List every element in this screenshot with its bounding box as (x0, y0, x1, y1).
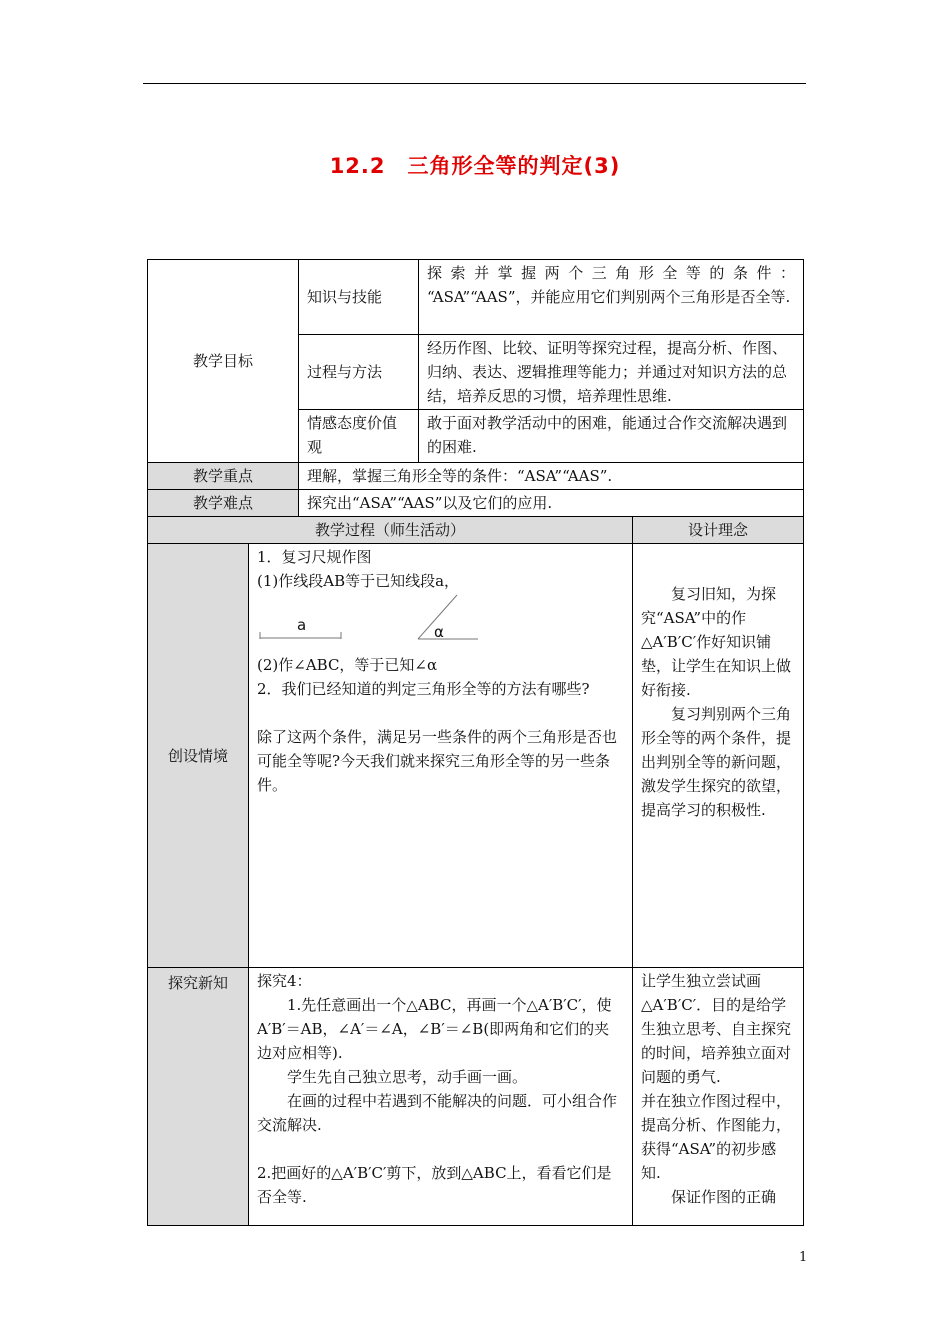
page-number: 1 (799, 1250, 808, 1265)
construction-svg (257, 593, 487, 653)
page-title: 12.2 三角形全等的判定(3) (329, 154, 621, 178)
goal-text-knowledge (419, 260, 804, 335)
explore-rationale-3: 保证作图的正确 (671, 1188, 777, 1206)
situation-rationale (633, 544, 804, 968)
goal-text-attitude: 敢于面对教学活动中的困难，能通过合作交流解决遇到的困难. (419, 410, 804, 463)
goal-name-attitude: 情感态度价值观 (299, 410, 419, 463)
lesson-plan-table (147, 259, 804, 1226)
situation-step1: (1)作线段AB等于已知线段a， (257, 572, 460, 590)
angle-alpha (418, 595, 478, 639)
situation-rationale-1: 复习旧知，为探究“ASA”中的作△A′B′C′作好知识铺垫，让学生在知识上做好衔接. (641, 585, 792, 699)
situation-item2: 2．我们已经知道的判定三角形全等的方法有哪些? (257, 680, 590, 698)
rationale-header: 设计理念 (633, 517, 804, 544)
goal-name-knowledge: 知识与技能 (299, 260, 419, 335)
situation-label: 创设情境 (148, 544, 249, 968)
explore-rationale-2: 并在独立作图过程中，提高分析、作图能力，获得“ASA”的初步感知. (641, 1092, 792, 1182)
segment-a-label: a (297, 616, 307, 634)
situation-item1: 1．复习尺规作图 (257, 548, 372, 566)
construction-figure (257, 593, 624, 653)
explore-rationale (633, 968, 804, 1226)
process-header: 教学过程（师生活动） (148, 517, 633, 544)
key-point-label: 教学重点 (148, 463, 299, 490)
explore-label: 探究新知 (148, 968, 249, 1226)
situation-content (249, 544, 633, 968)
header-rule (143, 83, 806, 84)
explore-paragraph-2: 学生先自己独立思考，动手画一画。 (287, 1068, 528, 1086)
explore-rationale-1: 让学生独立尝试画△A′B′C′．目的是给学生独立思考、自主探究的时间，培养独立面对问题的勇气. (641, 972, 792, 1086)
difficulty-label: 教学难点 (148, 490, 299, 517)
difficulty-text: 探究出“ASA”“AAS”以及它们的应用. (299, 490, 804, 517)
explore-paragraph-3: 在画的过程中若遇到不能解决的问题．可小组合作交流解决. (257, 1092, 618, 1134)
situation-step2: (2)作∠ABC，等于已知∠α (257, 656, 438, 674)
goals-label: 教学目标 (148, 260, 299, 463)
situation-paragraph: 除了这两个条件，满足另一些条件的两个三角形是否也可能全等呢?今天我们就来探究三角形全等的另一些条件。 (257, 728, 618, 794)
goal-text-method: 经历作图、比较、证明等探究过程，提高分析、作图、归纳、表达、逻辑推理等能力；并通过对知识方法的总结，培养反思的习惯，培养理性思维. (419, 335, 804, 410)
angle-alpha-label: α (434, 623, 444, 641)
key-point-text: 理解，掌握三角形全等的条件：“ASA”“AAS”. (299, 463, 804, 490)
goal-name-method: 过程与方法 (299, 335, 419, 410)
explore-heading: 探究4： (257, 972, 312, 990)
situation-rationale-2: 复习判别两个三角形全等的两个条件，提出判别全等的新问题，激发学生探究的欲望，提高学习的积极性. (641, 705, 792, 819)
explore-paragraph-4: 2.把画好的△A′B′C′剪下，放到△ABC上，看看它们是否全等. (257, 1164, 612, 1206)
explore-paragraph-1: 1.先任意画出一个△ABC，再画一个△A′B′C′，使A′B′＝AB，∠A′＝∠A，∠B′＝∠B(即两角和它们的夹边对应相等). (257, 996, 612, 1062)
explore-content (249, 968, 633, 1226)
goal-text-knowledge-line2: “ASA”“AAS”，并能应用它们判别两个三角形是否全等. (427, 288, 791, 306)
goal-text-knowledge-line1: 探索并掌握两个三角形全等的条件： (427, 264, 796, 282)
